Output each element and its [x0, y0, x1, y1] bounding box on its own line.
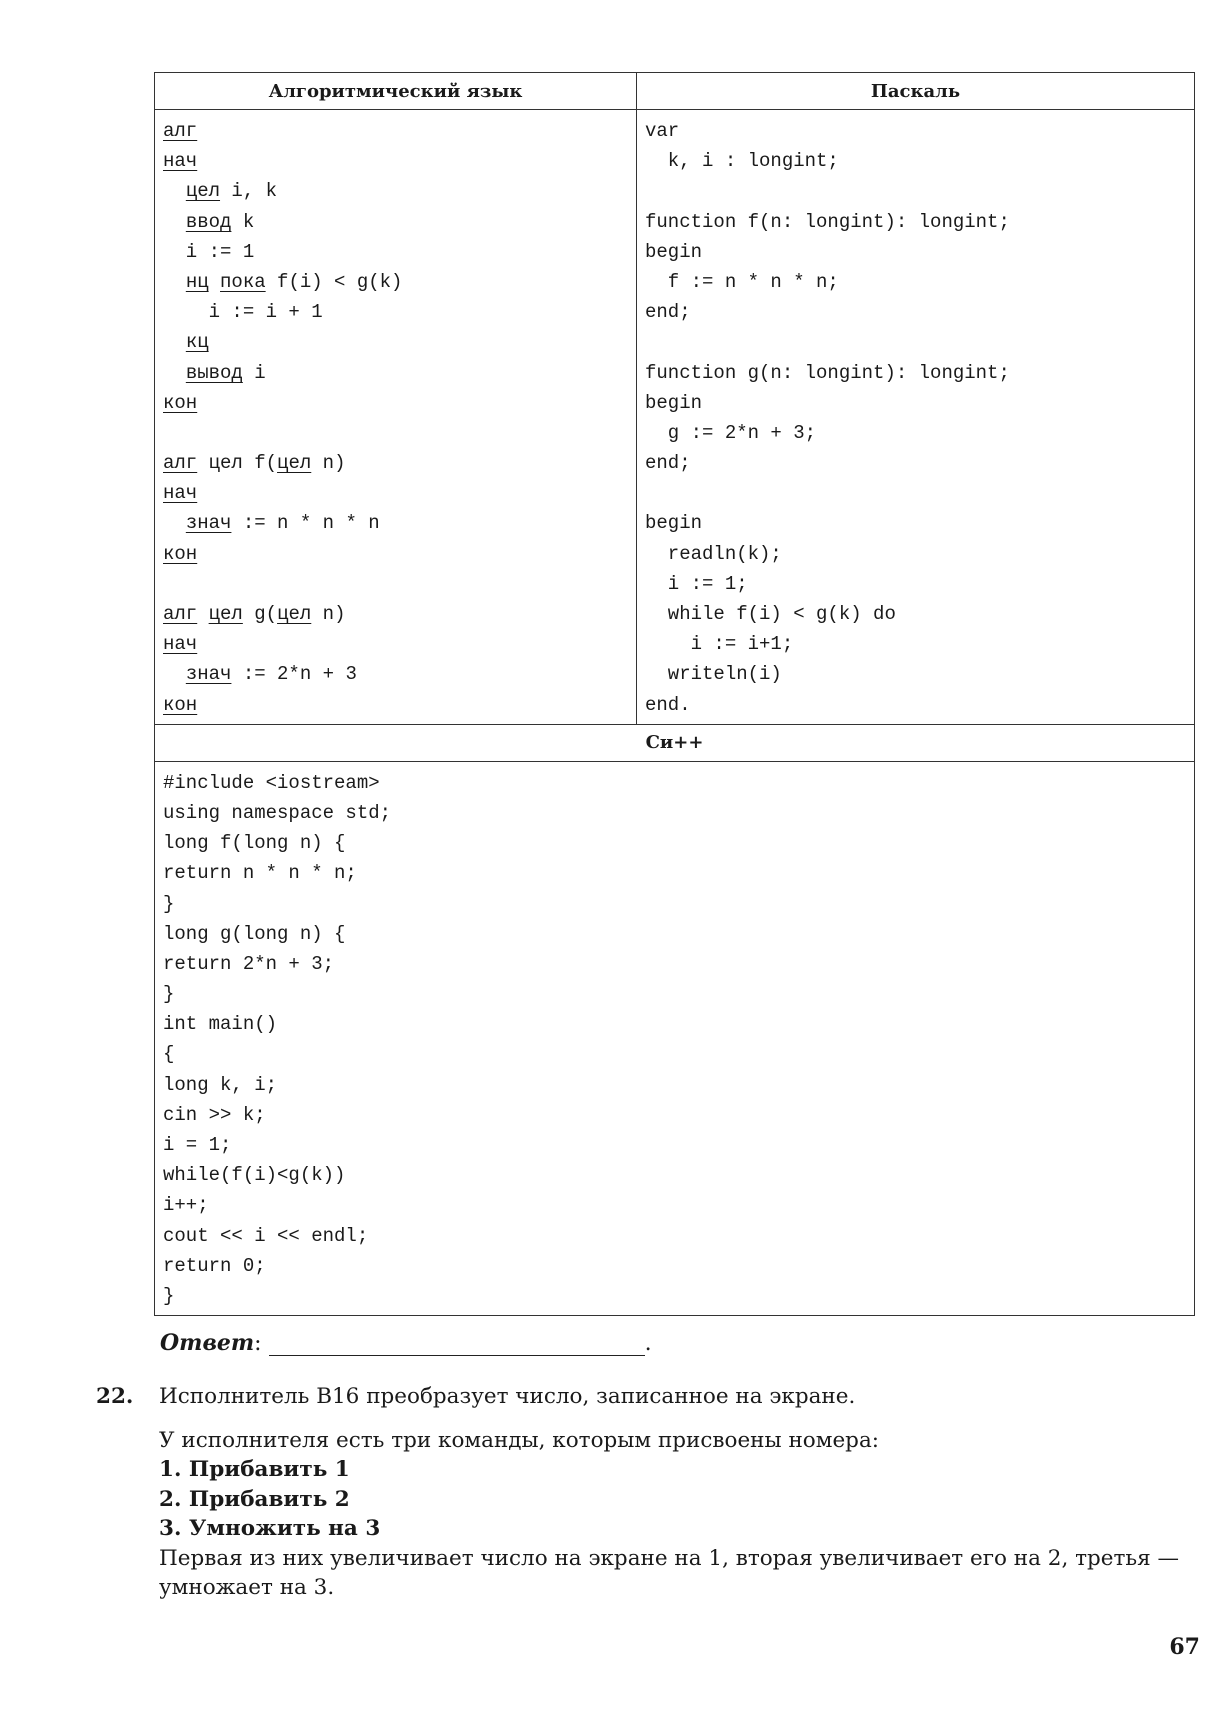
pascal-code-line: begin: [645, 512, 703, 535]
algo-code-line: [163, 267, 628, 297]
algo-code-line: [163, 388, 628, 418]
code-text: [163, 271, 186, 293]
algo-code-line: [163, 418, 628, 448]
pascal-code-line: i := i+1;: [645, 633, 794, 656]
command-1: 1. Прибавить 1: [159, 1457, 350, 1482]
code-text: [163, 663, 186, 685]
cpp-code-line: int main(): [163, 1013, 278, 1036]
code-text: f(i) < g(k): [265, 270, 403, 293]
pascal-code-line: writeln(i): [645, 663, 782, 686]
algo-code-line: [163, 599, 628, 629]
pascal-code-line: var: [645, 120, 680, 142]
code-text: := 2*n + 3: [231, 663, 357, 686]
keyword: цел: [208, 603, 243, 625]
command-2: 2. Прибавить 2: [159, 1486, 350, 1512]
cpp-code: [155, 762, 1194, 1315]
code-comparison-table: [154, 72, 1195, 1316]
keyword: нач: [163, 482, 198, 505]
algo-code-line: [163, 116, 628, 146]
pascal-code-line: function f(n: longint): longint;: [645, 210, 1010, 233]
code-text: [163, 211, 186, 233]
keyword: вывод: [185, 361, 243, 384]
pascal-code-line: g := 2*n + 3;: [645, 421, 817, 444]
page-number: 67: [1169, 1634, 1200, 1660]
cpp-code-line: }: [163, 1284, 175, 1307]
cpp-cell: [155, 761, 1195, 1315]
pascal-header: Паскаль: [637, 73, 1195, 110]
code-text: [209, 271, 220, 293]
code-text: [163, 331, 186, 353]
pascal-code-line: [645, 478, 1186, 508]
keyword: ввод: [185, 210, 232, 233]
cpp-code-line: return 0;: [163, 1254, 266, 1277]
cpp-code-line: {: [163, 1043, 175, 1066]
cpp-code-line: cin >> k;: [163, 1103, 266, 1126]
algo-code-line: [163, 448, 628, 478]
code-text: [163, 180, 186, 202]
answer-colon: :: [254, 1331, 262, 1356]
algo-header: Алгоритмический язык: [155, 73, 637, 110]
keyword: нач: [163, 150, 198, 173]
pascal-code-line: end;: [645, 301, 691, 324]
pascal-code-line: [645, 176, 1186, 206]
code-text: i: [242, 361, 266, 384]
keyword: пока: [220, 270, 266, 293]
algo-code-line: [163, 478, 628, 508]
algo-code: [155, 110, 636, 724]
code-text: i := 1: [163, 240, 255, 263]
algo-code-line: [163, 569, 628, 599]
cpp-code-line: }: [163, 892, 175, 915]
code-text: цел f(: [197, 452, 278, 475]
algo-cell: [155, 110, 637, 725]
keyword: кон: [163, 391, 198, 414]
cpp-code-line: #include <iostream>: [163, 771, 380, 794]
keyword: кон: [163, 693, 198, 716]
algo-code-line: [163, 629, 628, 659]
pascal-code-line: k, i : longint;: [645, 150, 839, 173]
cpp-code-line: cout << i << endl;: [163, 1224, 369, 1247]
keyword: знач: [185, 512, 232, 535]
keyword: цел: [277, 603, 312, 625]
algo-code-line: [163, 358, 628, 388]
cpp-code-line: long k, i;: [163, 1073, 278, 1096]
algo-code-line: [163, 508, 628, 538]
answer-field[interactable]: [269, 1333, 645, 1356]
code-text: i, k: [220, 180, 278, 203]
pascal-code-line: function g(n: longint): longint;: [645, 361, 1010, 384]
pascal-code-line: end.: [645, 693, 691, 716]
commands-intro: У исполнителя есть три команды, которым присвоены номера:: [159, 1427, 880, 1453]
pascal-code-line: readln(k);: [645, 542, 782, 565]
cpp-code-line: long g(long n) {: [163, 922, 346, 945]
keyword: кон: [163, 542, 198, 565]
code-text: [197, 603, 208, 625]
code-text: g(: [242, 603, 278, 625]
code-text: n): [311, 603, 346, 625]
code-text: := n * n * n: [231, 512, 380, 535]
algo-code-line: [163, 297, 628, 327]
code-text: n): [311, 452, 346, 475]
answer-period: .: [644, 1331, 652, 1356]
keyword: нц: [185, 270, 209, 293]
keyword: алг: [163, 120, 198, 142]
keyword: знач: [185, 663, 232, 686]
keyword: алг: [163, 452, 198, 475]
pascal-code-line: [645, 327, 1186, 357]
algo-code-line: [163, 207, 628, 237]
keyword: цел: [185, 180, 221, 203]
cpp-header: Си++: [155, 724, 1195, 761]
algo-code-line: [163, 539, 628, 569]
cpp-code-line: }: [163, 983, 175, 1006]
answer-label: Ответ: [160, 1330, 255, 1356]
cpp-code-line: return 2*n + 3;: [163, 952, 335, 975]
algo-code-line: [163, 176, 628, 206]
pascal-code-line: f := n * n * n;: [645, 270, 839, 293]
algo-code-line: [163, 237, 628, 267]
cpp-code-line: using namespace std;: [163, 801, 392, 824]
keyword: цел: [277, 452, 312, 475]
answer-line: [160, 1330, 652, 1356]
cpp-code-line: i = 1;: [163, 1134, 232, 1156]
algo-code-line: [163, 146, 628, 176]
command-3: 3. Умножить на 3: [159, 1516, 381, 1541]
pascal-code-line: begin: [645, 240, 703, 263]
keyword: кц: [185, 331, 209, 354]
pascal-code-line: while f(i) < g(k) do: [645, 603, 896, 625]
cpp-code-line: while(f(i)<g(k)): [163, 1164, 346, 1187]
pascal-code-line: i := 1;: [645, 572, 748, 595]
pascal-code-line: begin: [645, 391, 703, 414]
pascal-code: [637, 110, 1194, 724]
cpp-code-line: i++;: [163, 1194, 209, 1217]
cpp-code-line: return n * n * n;: [163, 862, 357, 885]
code-text: k: [231, 210, 255, 233]
algo-code-line: [163, 659, 628, 689]
task-intro: Исполнитель B16 преобразует число, записанное на экране.: [159, 1384, 856, 1409]
task-22: [96, 1382, 1206, 1603]
task-number: 22.: [96, 1384, 134, 1409]
code-text: i := i + 1: [163, 301, 323, 324]
keyword: нач: [163, 633, 198, 656]
algo-code-line: [163, 690, 628, 720]
task-description: Первая из них увеличивает число на экране на 1, вторая увеличивает его на 2, третья — умножает на 3.: [159, 1545, 1180, 1600]
code-text: [163, 512, 186, 534]
pascal-cell: [637, 110, 1195, 725]
keyword: алг: [163, 603, 198, 625]
code-text: [163, 362, 186, 384]
pascal-code-line: end;: [645, 452, 691, 475]
cpp-code-line: long f(long n) {: [163, 832, 346, 855]
algo-code-line: [163, 327, 628, 357]
